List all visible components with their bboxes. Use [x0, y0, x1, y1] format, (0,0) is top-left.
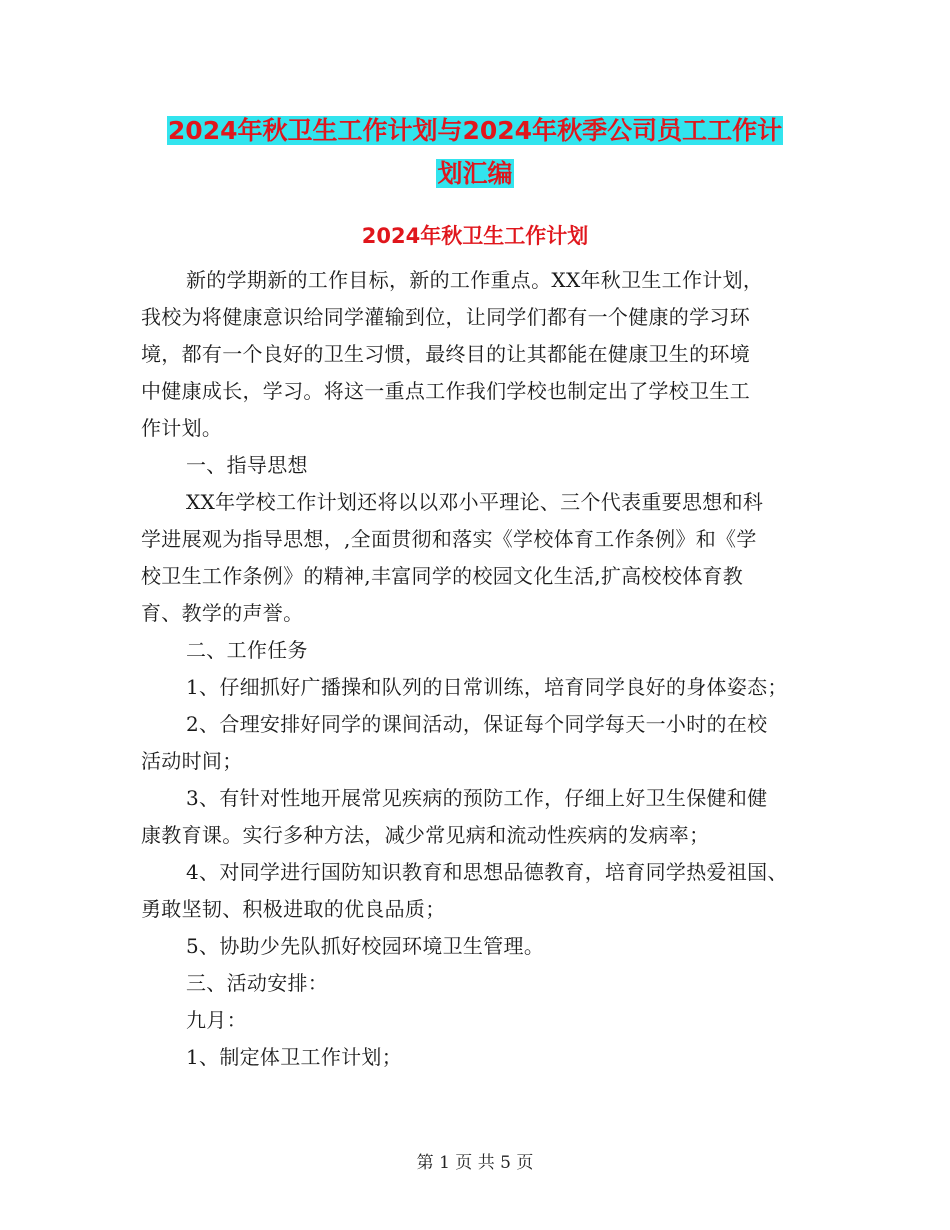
- paragraph-line: XX年学校工作计划还将以以邓小平理论、三个代表重要思想和科: [186, 490, 764, 514]
- paragraph-line: 学进展观为指导思想，,全面贯彻和落实《学校体育工作条例》和《学: [141, 527, 757, 551]
- paragraph-line: 校卫生工作条例》的精神,丰富同学的校园文化生活,扩高校校体育教: [141, 564, 744, 588]
- paragraph-line: 活动时间；: [141, 749, 243, 773]
- paragraph: [141, 780, 813, 854]
- paragraph: [141, 484, 813, 632]
- paragraph-line: 九月：: [186, 1008, 247, 1032]
- paragraph: [141, 1039, 813, 1076]
- paragraph-line: 二、工作任务: [186, 638, 308, 662]
- paragraph: [141, 1002, 813, 1039]
- paragraph: [141, 669, 813, 706]
- paragraph-line: 1、制定体卫工作计划；: [186, 1045, 403, 1069]
- paragraph-line: 三、活动安排：: [186, 971, 329, 995]
- paragraph: [141, 928, 813, 965]
- document-title-text-1: 2024年秋卫生工作计划与2024年秋季公司员工工作计: [167, 116, 783, 145]
- paragraph-line: 2、合理安排好同学的课间活动，保证每个同学每天一小时的在校: [186, 712, 768, 736]
- paragraph: [141, 632, 813, 669]
- section-title: 2024年秋卫生工作计划: [361, 224, 589, 248]
- document-title-text-2: 划汇编: [437, 159, 513, 188]
- paragraph-line: 5、协助少先队抓好校园环境卫生管理。: [186, 934, 545, 958]
- paragraph-line: 4、对同学进行国防知识教育和思想品德教育，培育同学热爱祖国、: [186, 860, 788, 884]
- paragraph: [141, 262, 813, 447]
- page-footer: 第 1 页 共 5 页: [416, 1153, 534, 1173]
- paragraph-line: 我校为将健康意识给同学灌输到位，让同学们都有一个健康的学习环: [141, 305, 750, 329]
- paragraph: [141, 965, 813, 1002]
- paragraph-line: 作计划。: [141, 416, 223, 440]
- paragraph-line: 勇敢坚韧、积极进取的优良品质；: [141, 897, 446, 921]
- paragraph-line: 一、指导思想: [186, 453, 308, 477]
- paragraph-line: 3、有针对性地开展常见疾病的预防工作，仔细上好卫生保健和健: [186, 786, 768, 810]
- document-title-line-2: [0, 147, 950, 201]
- document-body: [141, 262, 813, 1076]
- paragraph: [141, 706, 813, 780]
- paragraph-line: 新的学期新的工作目标，新的工作重点。XX年秋卫生工作计划，: [186, 268, 764, 292]
- paragraph-line: 育、教学的声誉。: [141, 601, 304, 625]
- paragraph: [141, 854, 813, 928]
- paragraph-line: 境，都有一个良好的卫生习惯，最终目的让其都能在健康卫生的环境: [141, 342, 750, 366]
- paragraph-line: 中健康成长，学习。将这一重点工作我们学校也制定出了学校卫生工: [141, 379, 750, 403]
- paragraph: [141, 447, 813, 484]
- paragraph-line: 康教育课。实行多种方法，减少常见病和流动性疾病的发病率；: [141, 823, 710, 847]
- paragraph-line: 1、仔细抓好广播操和队列的日常训练，培育同学良好的身体姿态；: [186, 675, 788, 699]
